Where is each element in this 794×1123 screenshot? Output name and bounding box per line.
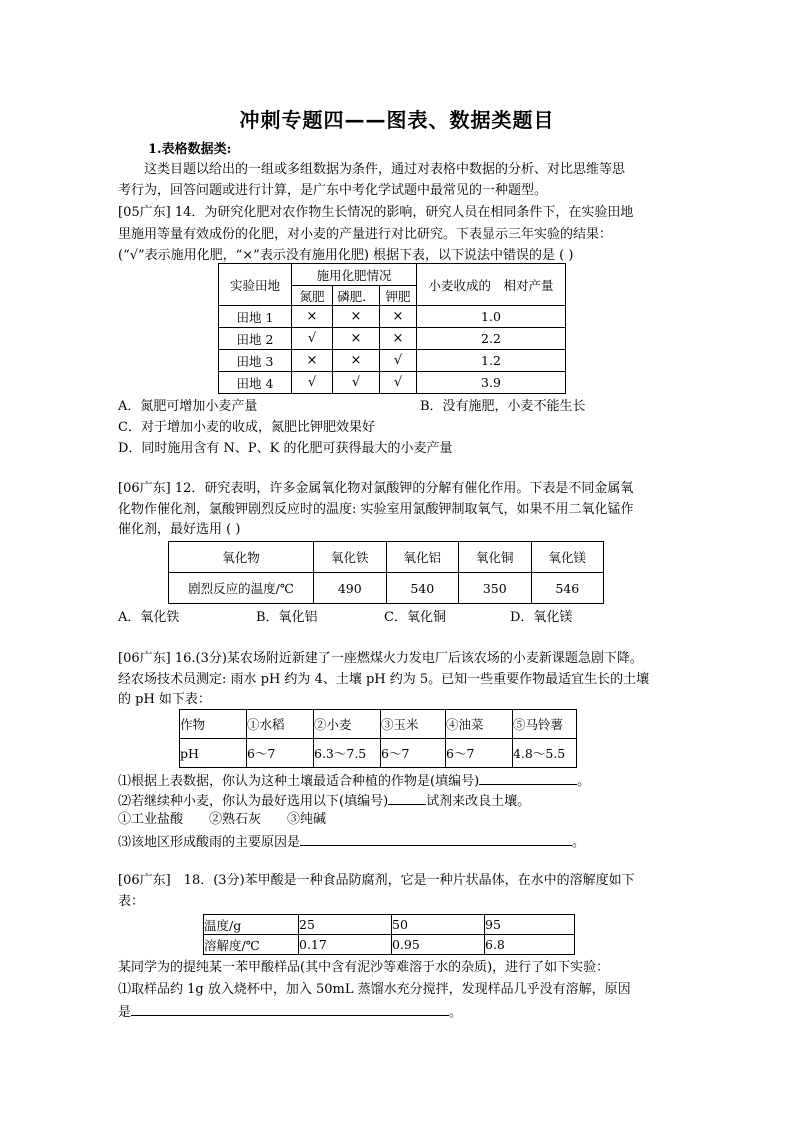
- table-cell: 温度/g: [204, 915, 299, 935]
- q2-option-d: D．氧化镁: [510, 610, 573, 625]
- fertilizer-table: [218, 263, 566, 394]
- table-row: [169, 573, 604, 604]
- table-row: [204, 935, 575, 955]
- table-cell: 田地 3: [219, 350, 292, 372]
- q4-line-3: 某同学为的提纯某一苯甲酸样品(其中含有泥沙等难溶于水的杂质)，进行了如下实验：: [118, 960, 610, 975]
- q4-line-5: [118, 1001, 462, 1023]
- table-header: 实验田地: [219, 264, 292, 306]
- table-cell: ×: [292, 306, 333, 328]
- table-row: [204, 915, 575, 935]
- table-cell: 25: [299, 915, 392, 935]
- table-cell: 0.17: [299, 935, 392, 955]
- table-cell: 546: [531, 573, 604, 604]
- table-cell: 氧化铜: [459, 542, 532, 573]
- intro-line-1: 这类目题以给出的一组或多组数据为条件，通过对表格中数据的分析、对比思维等思: [144, 162, 626, 177]
- q4-line-2: 表：: [118, 894, 145, 909]
- q1-option-c: C．对于增加小麦的收成，氮肥比钾肥效果好: [118, 420, 375, 435]
- table-cell: 1.0: [417, 306, 566, 328]
- q3-sub-3-text: ⑶该地区形成酸雨的主要原因是: [118, 835, 301, 850]
- table-cell: √: [380, 372, 417, 394]
- period: 。: [572, 835, 586, 850]
- table-cell: ③玉米: [381, 710, 446, 739]
- q3-line-1: [06广东] 16.(3分)某农场附近新建了一座燃煤火力发电厂后该农场的小麦新课题急剧下降。: [118, 651, 643, 666]
- table-cell: ④油菜: [446, 710, 513, 739]
- solubility-table: [203, 914, 575, 955]
- table-cell: 作物: [180, 710, 247, 739]
- table-cell: 4.8～5.5: [513, 739, 577, 768]
- table-cell: 3.9: [417, 372, 566, 394]
- table-header: 小麦收成的 相对产量: [417, 264, 566, 306]
- q3-line-3: 的 pH 如下表：: [118, 692, 211, 707]
- q2-option-b: B．氧化铝: [256, 610, 318, 625]
- table-cell: pH: [180, 739, 247, 768]
- q1-line-3: (“√”表示施用化肥，“×”表示没有施用化肥) 根据下表，以下说法中错误的是 ( ): [118, 248, 574, 263]
- table-cell: 540: [386, 573, 459, 604]
- q3-line-2: 经农场技术员测定: 雨水 pH 约为 4、土壤 pH 约为 5。已知一些重要作物最适宜生长的土壤: [118, 672, 650, 687]
- table-cell: 氧化铝: [386, 542, 459, 573]
- table-row: [169, 542, 604, 573]
- ph-table: [179, 709, 577, 768]
- oxide-table: [168, 541, 604, 604]
- table-cell: √: [380, 350, 417, 372]
- table-cell: ×: [380, 328, 417, 350]
- table-cell: 490: [314, 573, 387, 604]
- table-cell: ②小麦: [314, 710, 381, 739]
- answer-blank[interactable]: [388, 790, 426, 805]
- q3-sub-2-text: ⑵若继续种小麦，你认为最好选用以下(填编号): [118, 794, 389, 809]
- table-cell: ①水稻: [247, 710, 314, 739]
- table-cell: ×: [380, 306, 417, 328]
- q1-line-2: 里施用等量有效成份的化肥，对小麦的产量进行对比研究。下表显示三年实验的结果：: [118, 227, 613, 242]
- table-row: [219, 306, 566, 328]
- q4-line-5-text: 是: [118, 1005, 132, 1020]
- section-heading: 1.表格数据类:: [148, 142, 232, 157]
- table-cell: √: [292, 328, 333, 350]
- table-row: [180, 739, 577, 768]
- table-row: [219, 350, 566, 372]
- table-header: 施用化肥情况: [292, 264, 417, 286]
- table-cell: ×: [333, 306, 380, 328]
- table-row: [219, 372, 566, 394]
- table-header: 钾肥: [380, 286, 417, 306]
- table-cell: 田地 4: [219, 372, 292, 394]
- table-header: 氮肥: [292, 286, 333, 306]
- q1-option-d: D．同时施用含有 N、P、K 的化肥可获得最大的小麦产量: [118, 441, 453, 456]
- q3-sub-3: [118, 831, 585, 853]
- table-cell: 1.2: [417, 350, 566, 372]
- table-cell: 6～7: [247, 739, 314, 768]
- table-cell: 剧烈反应的温度/℃: [169, 573, 314, 604]
- table-cell: ⑤马铃薯: [513, 710, 577, 739]
- table-cell: 6.3～7.5: [314, 739, 381, 768]
- table-cell: 氧化镁: [531, 542, 604, 573]
- q2-line-2: 化物作催化剂，氯酸钾剧烈反应时的温度: 实验室用氯酸钾制取氧气，如果不用二氧化锰作: [118, 502, 634, 517]
- q3-sub-1: [118, 770, 590, 792]
- table-cell: 6.8: [485, 935, 575, 955]
- table-cell: 6～7: [446, 739, 513, 768]
- table-header: 磷肥．: [333, 286, 380, 306]
- table-cell: 田地 1: [219, 306, 292, 328]
- q1-option-a: A．氮肥可增加小麦产量: [118, 399, 258, 414]
- q3-sub-2: [118, 790, 530, 812]
- table-cell: ×: [292, 350, 333, 372]
- period: 。: [449, 1005, 463, 1020]
- table-cell: 6～7: [381, 739, 446, 768]
- table-cell: 50: [392, 915, 485, 935]
- table-cell: 95: [485, 915, 575, 935]
- table-cell: 溶解度/℃: [204, 935, 299, 955]
- intro-line-2: 考行为，回答问题或进行计算，是广东中考化学试题中最常见的一种题型。: [118, 183, 548, 198]
- q1-line-1: [05广东] 14．为研究化肥对农作物生长情况的影响，研究人员在相同条件下，在实验田地: [118, 205, 634, 220]
- period: 。: [577, 774, 591, 789]
- table-cell: 氧化铁: [314, 542, 387, 573]
- table-cell: ×: [333, 328, 380, 350]
- q4-line-4: ⑴取样品约 1g 放入烧杯中，加入 50mL 蒸馏水充分搅拌，发现样品几乎没有溶解，原因: [118, 982, 631, 997]
- table-cell: ×: [333, 350, 380, 372]
- table-cell: 氧化物: [169, 542, 314, 573]
- q3-reagents: ①工业盐酸 ②熟石灰 ③纯碱: [118, 812, 327, 827]
- page-title: 冲刺专题四——图表、数据类题目: [239, 108, 555, 132]
- q2-option-c: C．氧化铜: [384, 610, 446, 625]
- table-cell: 350: [459, 573, 532, 604]
- q2-line-1: [06广东] 12．研究表明，许多金属氧化物对氯酸钾的分解有催化作用。下表是不同金属氧: [118, 481, 634, 496]
- table-cell: 2.2: [417, 328, 566, 350]
- q3-sub-2-tail: 试剂来改良土壤。: [426, 794, 531, 809]
- table-row: [219, 328, 566, 350]
- table-cell: 0.95: [392, 935, 485, 955]
- table-cell: √: [333, 372, 380, 394]
- table-row: [180, 710, 577, 739]
- answer-blank[interactable]: [300, 831, 572, 846]
- answer-blank[interactable]: [479, 770, 577, 785]
- table-cell: 田地 2: [219, 328, 292, 350]
- table-cell: √: [292, 372, 333, 394]
- answer-blank[interactable]: [131, 1001, 449, 1016]
- q2-line-3: 催化剂，最好选用 ( ): [118, 522, 241, 537]
- q2-option-a: A．氧化铁: [118, 610, 180, 625]
- q3-sub-1-text: ⑴根据上表数据，你认为这种土壤最适合种植的作物是(填编号): [118, 774, 480, 789]
- q1-option-b: B．没有施肥，小麦不能生长: [420, 399, 586, 414]
- q4-line-1: [06广东] 18．(3分)苯甲酸是一种食品防腐剂，它是一种片状晶体，在水中的溶解度如下: [118, 873, 635, 888]
